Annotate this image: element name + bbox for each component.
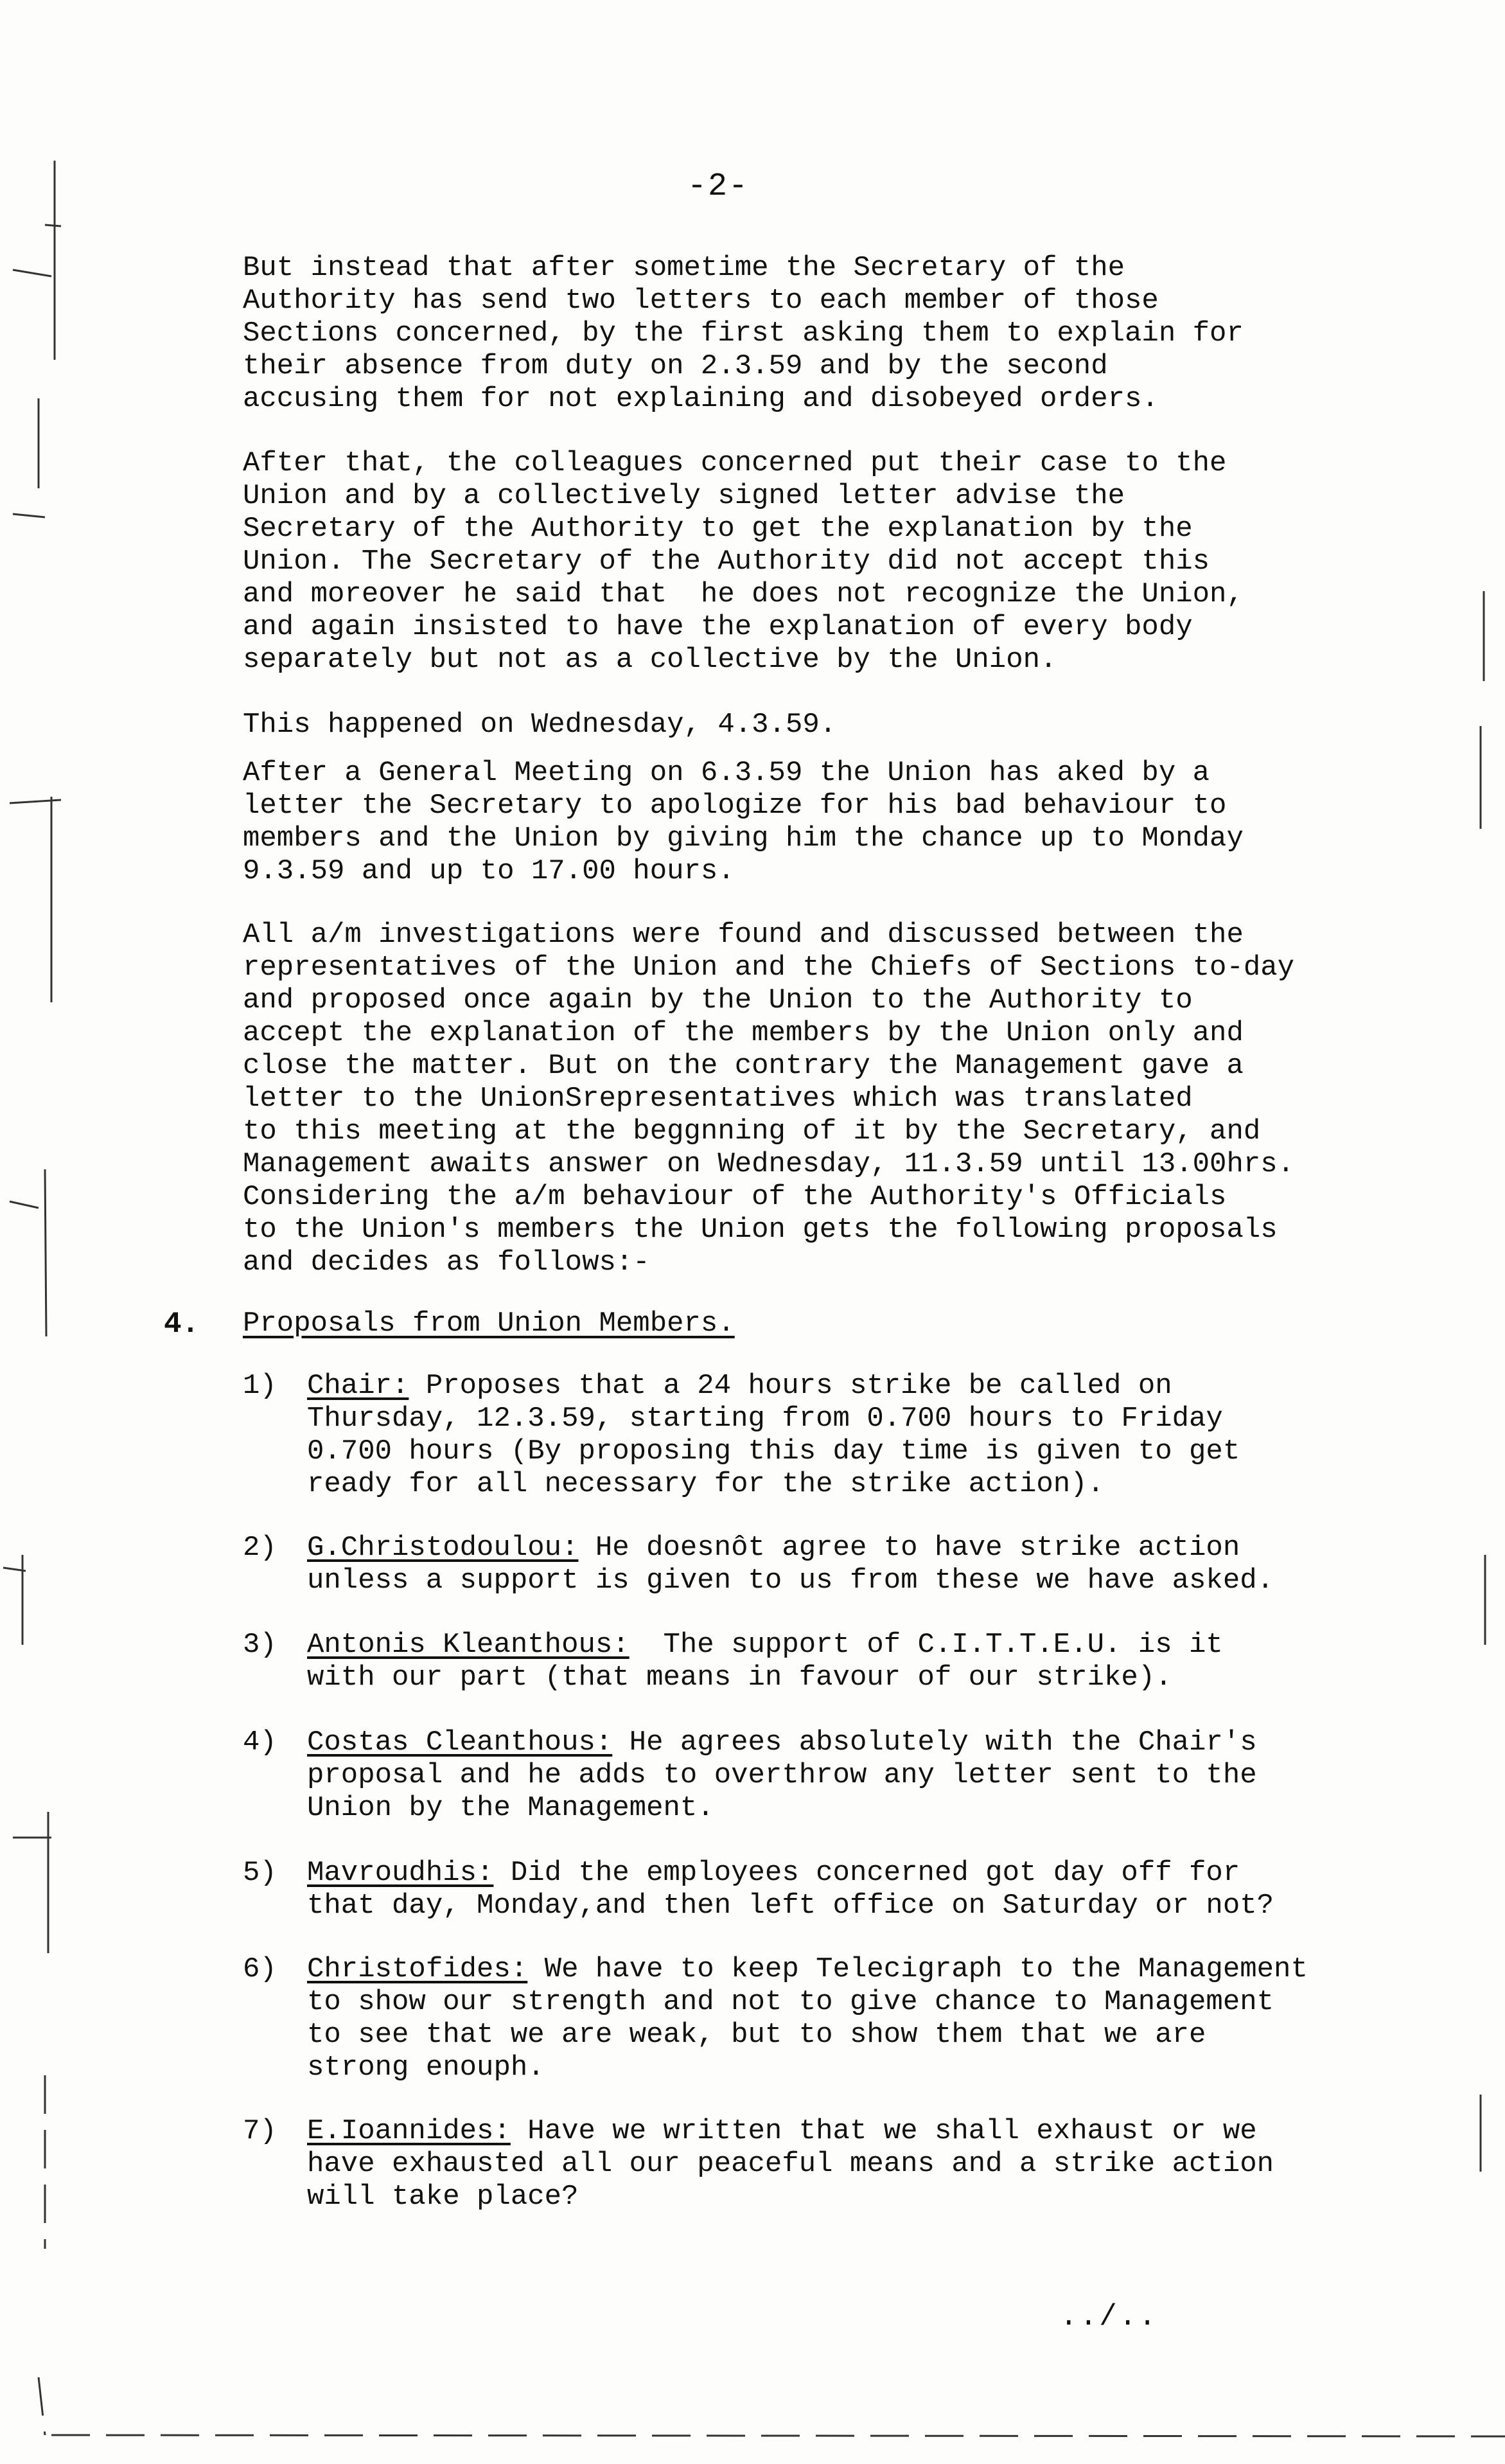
proposal-number: 4) xyxy=(243,1726,277,1759)
proposal-number: 7) xyxy=(243,2115,277,2147)
section-number: 4. xyxy=(164,1307,200,1341)
proposal-number: 6) xyxy=(243,1953,277,1985)
proposal-text: Did the employees concerned got day off for that day, Monday,and then left office on Saturday or not? xyxy=(307,1857,1274,1922)
proposal-text: He doesnôt agree to have strike action unless a support is given to us from these we have asked. xyxy=(307,1532,1274,1597)
proposal-number: 5) xyxy=(243,1857,277,1889)
proposal-speaker: Christofides: xyxy=(307,1953,528,1985)
proposal-text: We have to keep Telecigraph to the Management to show our strength and not to give chance to Management to see that we are weak, but to show them that we are strong enouph. xyxy=(307,1953,1308,2084)
paragraph-3: This happened on Wednesday, 4.3.59. xyxy=(243,709,837,741)
proposal-speaker: Chair: xyxy=(307,1370,409,1402)
continuation-marker: ../.. xyxy=(1060,2300,1159,2334)
section-title: Proposals from Union Members. xyxy=(243,1307,735,1340)
proposal-speaker: E.Ioannides: xyxy=(307,2115,511,2147)
paragraph-4: After a General Meeting on 6.3.59 the Union has aked by a letter the Secretary to apologize for his bad behaviour to members and the Union by giving him the chance up to Monday 9.3.59 and up to 17.00 hours. xyxy=(243,757,1244,887)
page-number: -2- xyxy=(687,168,750,205)
proposal-text: The support of C.I.T.T.E.U. is it with our part (that means in favour of our strike). xyxy=(307,1629,1223,1694)
proposal-speaker: Costas Cleanthous: xyxy=(307,1726,613,1759)
proposal-number: 1) xyxy=(243,1370,277,1402)
paragraph-5: All a/m investigations were found and discussed between the representatives of the Union and the Chiefs of Sections to-day and proposed once again by the Union to the Authority to accept the explanation of the members by the Union only and close the matter. But on the contrary the Management gave a letter to the UnionSrepresentatives which was translated to this meeting at the beggnning of it by the Secretary, and Management awaits answer on Wednesday, 11.3.59 until 13.00hrs. Considering the a/m behaviour of the Authority's Officials to the Union's members the Union gets the following proposals and decides as follows:- xyxy=(243,919,1295,1279)
proposal-speaker: Mavroudhis: xyxy=(307,1857,494,1889)
proposal-text: He agrees absolutely with the Chair's proposal and he adds to overthrow any letter sent to the Union by the Management. xyxy=(307,1726,1257,1824)
proposal-number: 3) xyxy=(243,1629,277,1661)
proposal-speaker: G.Christodoulou: xyxy=(307,1532,579,1564)
proposal-text: Have we written that we shall exhaust or we have exhausted all our peaceful means and a strike action will take place? xyxy=(307,2115,1274,2213)
proposal-speaker: Antonis Kleanthous: xyxy=(307,1629,629,1661)
paragraph-2: After that, the colleagues concerned put their case to the Union and by a collectively signed letter advise the Secretary of the Authority to get the explanation by the Union. The Secretary of the Authority did not accept this and moreover he said that he does not recognize the Union, and again insisted to have the explanation of every body separately but not as a collective by the Union. xyxy=(243,447,1244,676)
proposal-text: Proposes that a 24 hours strike be called on Thursday, 12.3.59, starting from 0.700 hours to Friday 0.700 hours (By proposing this day time is given to get ready for all necessary for the strike action). xyxy=(307,1370,1240,1500)
proposal-number: 2) xyxy=(243,1532,277,1564)
paragraph-1: But instead that after sometime the Secretary of the Authority has send two letters to each member of those Sections concerned, by the first asking them to explain for their absence from duty on 2.3.59 and by the second accusing them for not explaining and disobeyed orders. xyxy=(243,252,1244,415)
